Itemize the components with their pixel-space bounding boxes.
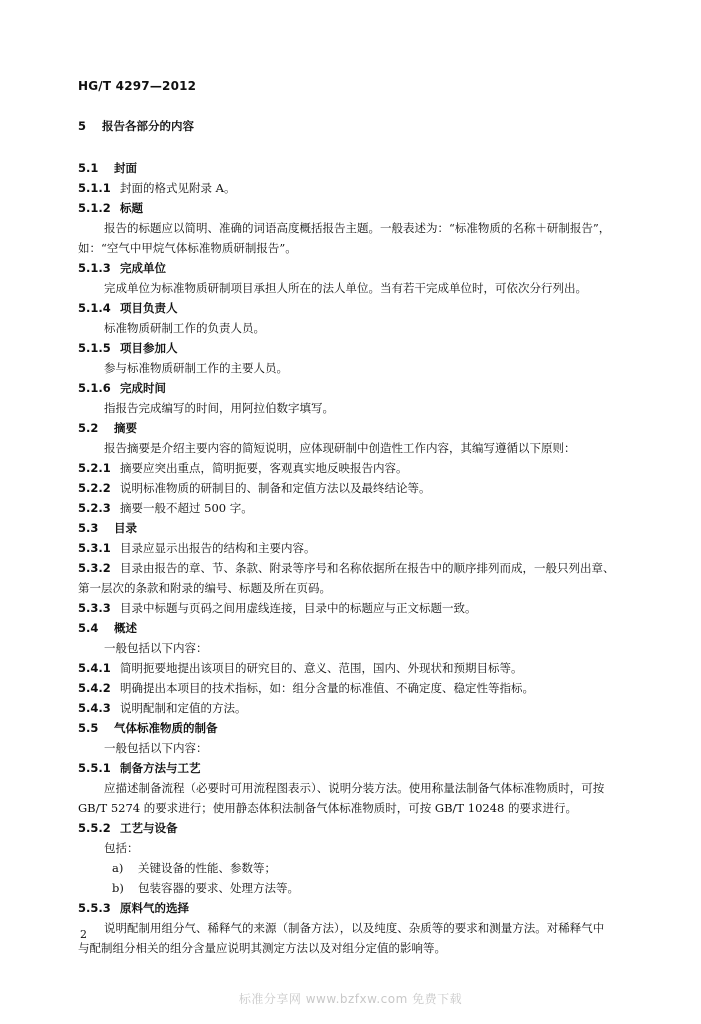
clause-item: [78, 558, 638, 578]
clause-heading: [78, 418, 638, 438]
paragraph-line: 第一层次的条款和附录的编号、标题及所在页码。: [78, 581, 331, 595]
paragraph-line: 一般包括以下内容：: [104, 641, 208, 655]
list-text: 包装容器的要求、处理方法等。: [138, 881, 299, 895]
clause-title: 封面: [114, 161, 137, 175]
clause-number: 5.1.6: [78, 381, 111, 395]
clause-number: 5.1.4: [78, 301, 111, 315]
clause-number: 5.2: [78, 421, 99, 435]
section-number: 5: [78, 119, 87, 133]
clause-title: 摘要: [114, 421, 137, 435]
clause-number: 5.5.2: [78, 821, 111, 835]
clause-number: 5.4.3: [78, 701, 111, 715]
clause-title: 完成时间: [120, 381, 166, 395]
clause-number: 5.1: [78, 161, 99, 175]
clause-title: 完成单位: [120, 261, 166, 275]
clause-item: [78, 698, 638, 718]
clause-heading: [78, 518, 638, 538]
clause-number: 5.2.1: [78, 461, 111, 475]
page-number: 2: [80, 928, 87, 941]
paragraph-line: 应描述制备流程（必要时可用流程图表示）、说明分装方法。使用称量法制备气体标准物质时，可按: [104, 781, 605, 795]
clause-list: [78, 158, 638, 958]
clause-title: 目录: [114, 521, 137, 535]
clause-text: 摘要应突出重点，简明扼要，客观真实地反映报告内容。: [120, 461, 408, 475]
paragraph-line: GB/T 5274 的要求进行；使用静态体积法制备气体标准物质时，可按 GB/T 10248 的要求进行。: [78, 801, 577, 815]
clause-number: 5.5.1: [78, 761, 111, 775]
clause-item: [78, 478, 638, 498]
list-item: [78, 858, 638, 878]
clause-text: 目录应显示出报告的结构和主要内容。: [120, 541, 316, 555]
clause-text: 目录由报告的章、节、条款、附录等序号和名称依据所在报告中的顺序排列而成，一般只列出章、: [120, 561, 615, 575]
document-body: [78, 112, 638, 958]
clause-item: [78, 658, 638, 678]
paragraph-line: 标准物质研制工作的负责人员。: [104, 321, 265, 335]
clause-title: 原料气的选择: [120, 901, 189, 915]
clause-text: 目录中标题与页码之间用虚线连接，目录中的标题应与正文标题一致。: [120, 601, 477, 615]
clause-title: 制备方法与工艺: [120, 761, 201, 775]
clause-heading: [78, 338, 638, 358]
clause-heading: [78, 818, 638, 838]
clause-item: [78, 178, 638, 198]
clause-item: [78, 678, 638, 698]
clause-number: 5.3.2: [78, 561, 111, 575]
section-title: 报告各部分的内容: [102, 119, 195, 133]
clause-number: 5.1.5: [78, 341, 111, 355]
clause-text: 摘要一般不超过 500 字。: [120, 501, 253, 515]
clause-heading: [78, 718, 638, 738]
clause-title: 气体标准物质的制备: [114, 721, 218, 735]
clause-heading: [78, 298, 638, 318]
clause-number: 5.4: [78, 621, 99, 635]
clause-number: 5.5.3: [78, 901, 111, 915]
clause-title: 项目参加人: [120, 341, 178, 355]
list-marker: a): [112, 861, 124, 875]
clause-heading: [78, 618, 638, 638]
clause-item: [78, 498, 638, 518]
clause-heading: [78, 158, 638, 178]
clause-number: 5.1.3: [78, 261, 111, 275]
section-heading: [78, 112, 638, 140]
clause-item: [78, 458, 638, 478]
paragraph-line: 如：“空气中甲烷气体标准物质研制报告”。: [78, 241, 297, 255]
clause-item: [78, 538, 638, 558]
clause-text: 封面的格式见附录 A。: [120, 181, 236, 195]
clause-heading: [78, 258, 638, 278]
clause-title: 项目负责人: [120, 301, 178, 315]
clause-number: 5.1.2: [78, 201, 111, 215]
paragraph-line: 参与标准物质研制工作的主要人员。: [104, 361, 288, 375]
watermark: 标准分享网 www.bzfxw.com 免费下载: [238, 992, 463, 1006]
clause-text: 简明扼要地提出该项目的研究目的、意义、范围，国内、外现状和预期目标等。: [120, 661, 523, 675]
paragraph-line: 一般包括以下内容：: [104, 741, 208, 755]
clause-number: 5.2.3: [78, 501, 111, 515]
clause-number: 5.1.1: [78, 181, 111, 195]
clause-text: 说明标准物质的研制目的、制备和定值方法以及最终结论等。: [120, 481, 431, 495]
clause-number: 5.4.2: [78, 681, 111, 695]
list-marker: b): [112, 881, 124, 895]
list-item: [78, 878, 638, 898]
clause-heading: [78, 758, 638, 778]
paragraph-line: 包括：: [104, 841, 139, 855]
clause-text: 说明配制和定值的方法。: [120, 701, 247, 715]
paragraph-line: 与配制组分相关的组分含量应说明其测定方法以及对组分定值的影响等。: [78, 941, 446, 955]
paragraph-line: 完成单位为标准物质研制项目承担人所在的法人单位。当有若干完成单位时，可依次分行列出。: [104, 281, 587, 295]
paragraph-line: 说明配制用组分气、稀释气的来源（制备方法），以及纯度、杂质等的要求和测量方法。对稀释气中: [104, 921, 605, 935]
clause-title: 工艺与设备: [120, 821, 178, 835]
clause-heading: [78, 378, 638, 398]
clause-heading: [78, 198, 638, 218]
standard-code-header: HG/T 4297—2012: [78, 79, 197, 93]
paragraph-line: 指报告完成编写的时间，用阿拉伯数字填写。: [104, 401, 334, 415]
clause-number: 5.2.2: [78, 481, 111, 495]
list-text: 关键设备的性能、参数等；: [138, 861, 276, 875]
clause-number: 5.3.3: [78, 601, 111, 615]
paragraph-line: 报告的标题应以简明、准确的词语高度概括报告主题。一般表述为：“标准物质的名称＋研制报告”，: [104, 221, 611, 235]
clause-text: 明确提出本项目的技术指标，如：组分含量的标准值、不确定度、稳定性等指标。: [120, 681, 534, 695]
paragraph-line: 报告摘要是介绍主要内容的简短说明，应体现研制中创造性工作内容，其编写遵循以下原则：: [104, 441, 576, 455]
clause-number: 5.4.1: [78, 661, 111, 675]
clause-number: 5.3: [78, 521, 99, 535]
clause-number: 5.5: [78, 721, 99, 735]
clause-heading: [78, 898, 638, 918]
clause-title: 概述: [114, 621, 137, 635]
clause-item: [78, 598, 638, 618]
clause-number: 5.3.1: [78, 541, 111, 555]
clause-title: 标题: [120, 201, 143, 215]
